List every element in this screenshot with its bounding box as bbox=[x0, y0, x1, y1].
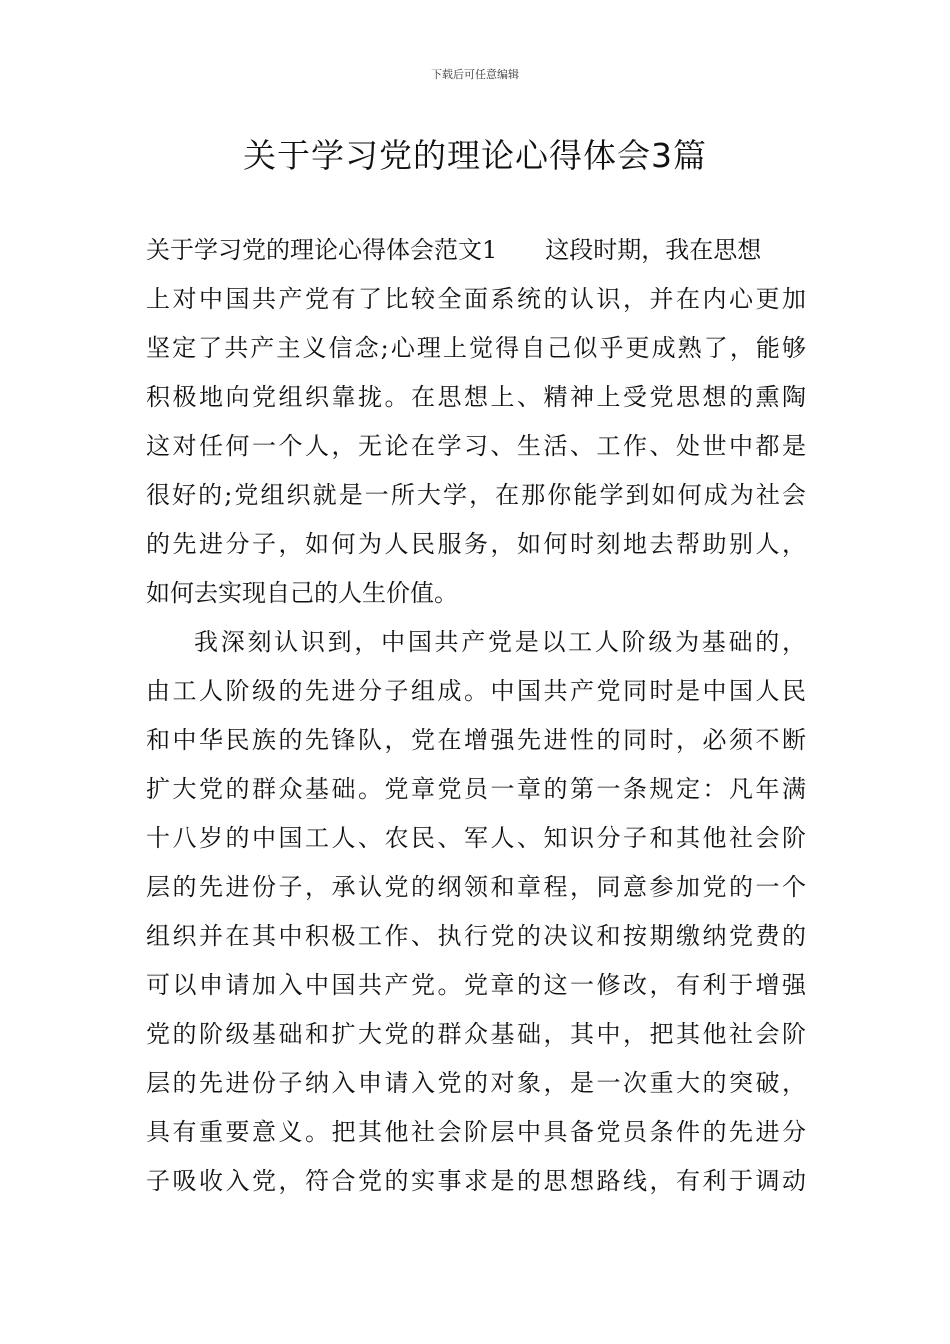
paragraph-line: 我深刻认识到，中国共产党是以工人阶级为基础的， bbox=[194, 628, 806, 656]
paragraph-line: 很好的;党组织就是一所大学，在那你能学到如何成为社会 bbox=[146, 481, 806, 509]
paragraph-line: 层的先进份子纳入申请入党的对象，是一次重大的突破， bbox=[146, 1069, 806, 1097]
paragraph-line: 如何去实现自己的人生价值。 bbox=[146, 579, 458, 607]
paragraph-line: 党的阶级基础和扩大党的群众基础，其中，把其他社会阶 bbox=[146, 1020, 806, 1048]
paragraph-line: 积极地向党组织靠拢。在思想上、精神上受党思想的熏陶 bbox=[146, 383, 806, 411]
paragraph-line: 的先进分子，如何为人民服务，如何时刻地去帮助别人， bbox=[146, 530, 806, 558]
paragraph-line: 扩大党的群众基础。党章党员一章的第一条规定：凡年满 bbox=[146, 775, 806, 803]
paragraph-line: 具有重要意义。把其他社会阶层中具备党员条件的先进分 bbox=[146, 1118, 806, 1146]
document-title: 关于学习党的理论心得体会3篇 bbox=[243, 136, 707, 175]
paragraph-line: 可以申请加入中国共产党。党章的这一修改，有利于增强 bbox=[146, 971, 806, 999]
paragraph-line: 和中华民族的先锋队，党在增强先进性的同时，必须不断 bbox=[146, 726, 806, 754]
header-note: 下载后可任意编辑 bbox=[431, 68, 519, 81]
paragraph-line bbox=[146, 226, 806, 275]
paragraph-line: 坚定了共产主义信念;心理上觉得自己似乎更成熟了，能够 bbox=[146, 334, 806, 362]
paragraph-line-text: 这段时期，我在思想 bbox=[545, 236, 762, 264]
document-body bbox=[146, 226, 806, 1206]
paragraph-line: 组织并在其中积极工作、执行党的决议和按期缴纳党费的 bbox=[146, 922, 806, 950]
paragraph-line: 十八岁的中国工人、农民、军人、知识分子和其他社会阶 bbox=[146, 824, 806, 852]
paragraph-1 bbox=[146, 226, 806, 618]
article-lead: 关于学习党的理论心得体会范文1 bbox=[146, 236, 498, 264]
paragraph-2 bbox=[146, 618, 806, 1206]
paragraph-line: 上对中国共产党有了比较全面系统的认识，并在内心更加 bbox=[146, 285, 806, 313]
paragraph-line: 这对任何一个人，无论在学习、生活、工作、处世中都是 bbox=[146, 432, 806, 460]
paragraph-line: 由工人阶级的先进分子组成。中国共产党同时是中国人民 bbox=[146, 677, 806, 705]
paragraph-line: 子吸收入党，符合党的实事求是的思想路线，有利于调动 bbox=[146, 1167, 806, 1195]
paragraph-line: 层的先进份子，承认党的纲领和章程，同意参加党的一个 bbox=[146, 873, 806, 901]
